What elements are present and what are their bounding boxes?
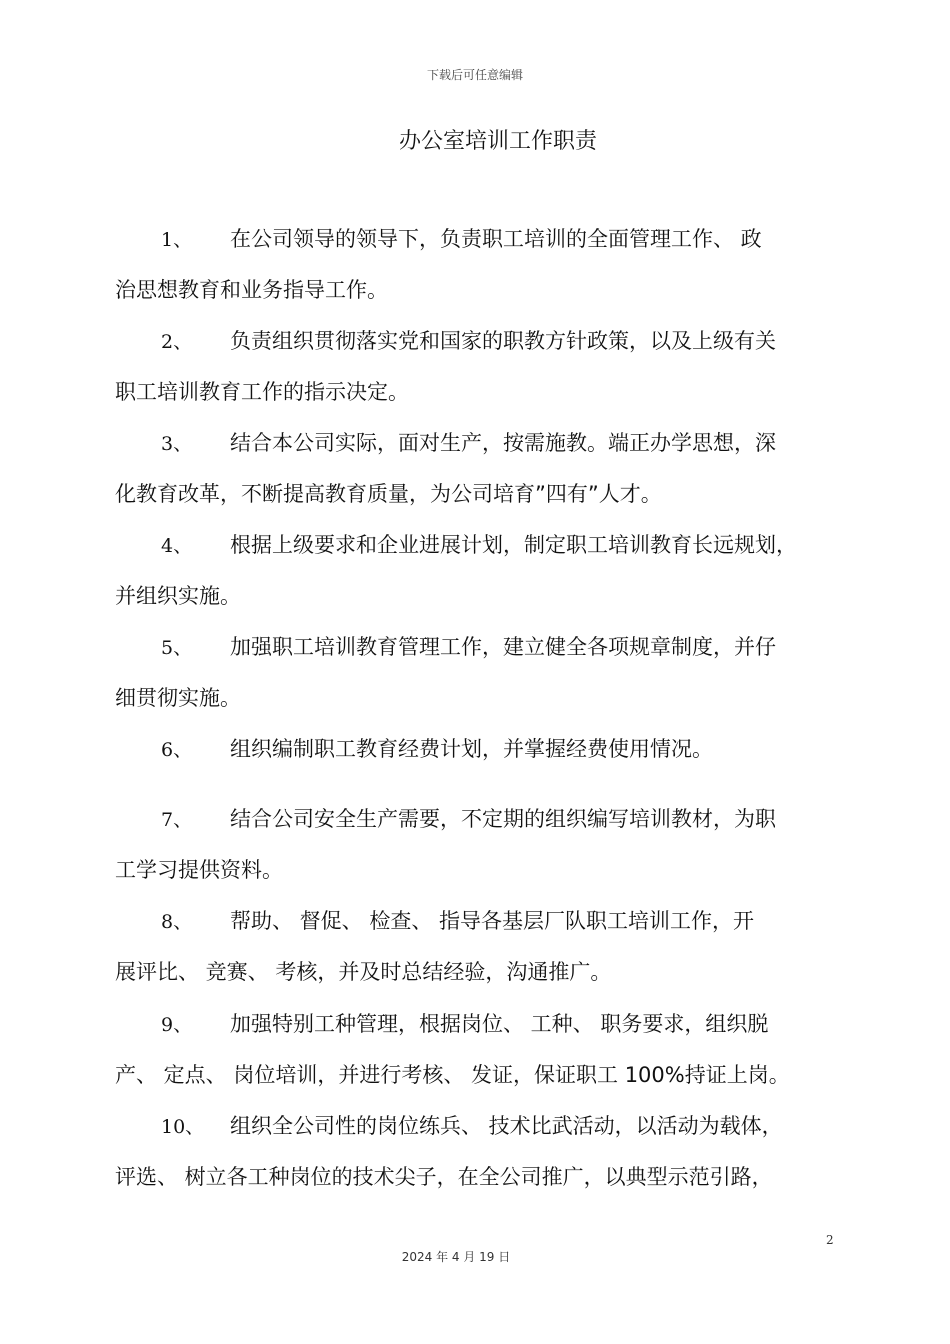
item-text: 组织编制职工教育经费计划，并掌握经费使用情况。: [230, 737, 713, 761]
footer-date: 2024 年 4 月 19 日: [401, 1250, 511, 1264]
duty-item-line: [115, 214, 843, 265]
item-number: 7、: [161, 809, 193, 831]
item-text: 在公司领导的领导下，负责职工培训的全面管理工作、 政: [230, 227, 762, 251]
duty-item-line: 并组织实施。: [115, 584, 241, 608]
item-text: 加强职工培训教育管理工作，建立健全各项规章制度，并仔: [230, 635, 776, 659]
duty-item-2: [115, 316, 843, 418]
item-text: 结合本公司实际，面对生产，按需施教。端正办学思想，深: [230, 431, 776, 455]
duty-item-line: 展评比、 竞赛、 考核，并及时总结经验，沟通推广。: [115, 960, 612, 984]
duty-item-line: 化教育改革，不断提高教育质量，为公司培育”四有”人才。: [115, 482, 662, 506]
item-number: 10、: [161, 1116, 205, 1138]
item-text: 帮助、 督促、 检查、 指导各基层厂队职工培训工作，开: [230, 909, 755, 933]
document-title: 办公室培训工作职责: [398, 129, 597, 154]
header-note: 下载后可任意编辑: [426, 68, 523, 82]
duty-item-line: 工学习提供资料。: [115, 858, 283, 882]
duty-item-7: [115, 794, 843, 896]
duty-item-line: [115, 1101, 843, 1152]
item-number: 3、: [161, 433, 193, 455]
page-number: 2: [826, 1233, 834, 1247]
item-text: 结合公司安全生产需要，不定期的组织编写培训教材，为职: [230, 807, 776, 831]
duty-item-line: 治思想教育和业务指导工作。: [115, 278, 388, 302]
duty-item-line: [115, 418, 843, 469]
duty-item-1: [115, 214, 843, 316]
item-number: 4、: [161, 535, 193, 557]
duty-item-10: [115, 1101, 843, 1203]
duty-item-line: 产、 定点、 岗位培训，并进行考核、 发证，保证职工 100%持证上岗。: [115, 1063, 790, 1087]
item-number: 5、: [161, 637, 193, 659]
duty-item-line: [115, 520, 843, 571]
item-text: 根据上级要求和企业进展计划，制定职工培训教育长远规划，: [230, 533, 797, 557]
item-number: 2、: [161, 331, 193, 353]
item-number: 6、: [161, 739, 193, 761]
duty-item-line: 细贯彻实施。: [115, 686, 241, 710]
item-number: 8、: [161, 911, 193, 933]
duty-item-line: [115, 999, 843, 1050]
item-number: 9、: [161, 1014, 193, 1036]
duty-item-line: 评选、 树立各工种岗位的技术尖子，在全公司推广，以典型示范引路，: [115, 1165, 773, 1189]
duty-item-line: 职工培训教育工作的指示决定。: [115, 380, 409, 404]
duty-item-line: [115, 724, 843, 775]
duty-item-3: [115, 418, 843, 520]
item-number: 1、: [161, 229, 193, 251]
duty-item-8: [115, 896, 843, 998]
duty-item-9: [115, 999, 843, 1101]
item-text: 负责组织贯彻落实党和国家的职教方针政策，以及上级有关: [230, 329, 776, 353]
item-text: 加强特别工种管理，根据岗位、 工种、 职务要求，组织脱: [230, 1012, 769, 1036]
item-text: 组织全公司性的岗位练兵、 技术比武活动，以活动为载体，: [230, 1114, 783, 1138]
duty-item-5: [115, 622, 843, 724]
duty-item-6: [115, 724, 843, 775]
duty-item-line: [115, 794, 843, 845]
duty-item-line: [115, 316, 843, 367]
duty-item-line: [115, 622, 843, 673]
duty-item-4: [115, 520, 843, 622]
duty-item-line: [115, 896, 843, 947]
